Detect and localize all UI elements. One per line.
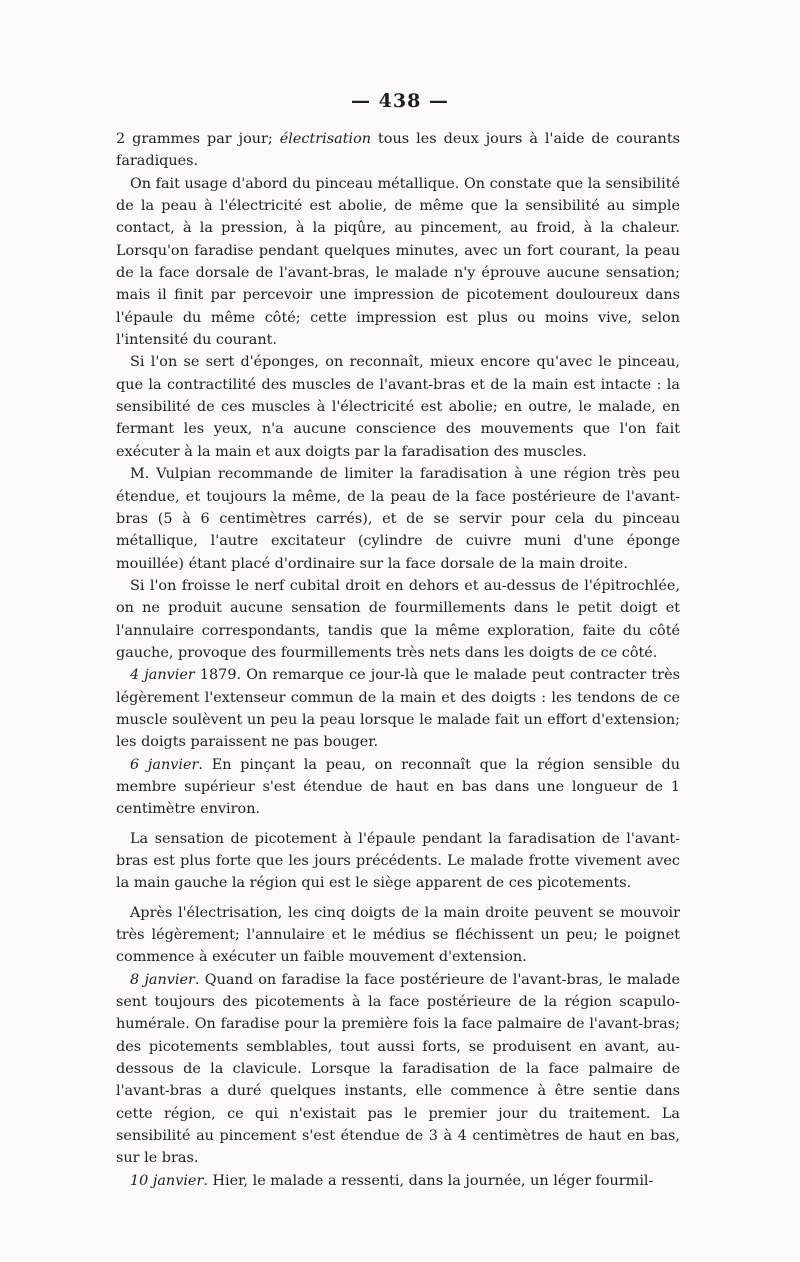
paragraph-text: . Quand on faradise la face postérieure de l'avant-bras, le malade sent toujours des picotements à la face postérieure de la région scapulo-humérale. On faradise pour la première fois la face palmaire de l'avant-bras; des picotements semblables, tout aussi forts, se produisent en avant, au-dessous de la clavicule. Lorsque la faradisation de la face palmaire de l'avant-bras a duré quelques instants, elle commence à être sentie dans cette région, ce qui n'existait pas le premier jour du traitement. La sensibilité au pincement s'est étendue de 3 à 4 centimètres de haut en bas, sur le bras. bbox=[116, 971, 680, 1167]
paragraph: Si l'on froisse le nerf cubital droit en dehors et au-dessus de l'épitrochlée, on ne produit aucune sensation de fourmillements dans le petit doigt et l'annulaire correspondants, tandis que la même exploration, faite du côté gauche, provoque des fourmillements très nets dans les doigts de ce côté. bbox=[116, 577, 680, 661]
paragraph: Si l'on se sert d'éponges, on reconnaît, mieux encore qu'avec le pinceau, que la contractilité des muscles de l'avant-bras et de la main est intacte : la sensibilité de ces muscles à l'électricité est abolie; en outre, le malade, en fermant les yeux, n'a aucune conscience des mouvements que l'on fait exécuter à la main et aux doigts par la faradisation des muscles. bbox=[116, 354, 680, 460]
paragraph-text: 2 grammes par jour; bbox=[116, 131, 280, 147]
emphasis-word: électrisation bbox=[279, 131, 372, 147]
dated-paragraph bbox=[116, 969, 680, 1170]
paragraph: La sensation de picotement à l'épaule pendant la faradisation de l'avant-bras est plus forte que les jours précédents. Le malade frotte vivement avec la main gauche la région qui est le siège apparent de ces picotements. bbox=[116, 830, 680, 892]
paragraph: On fait usage d'abord du pinceau métallique. On constate que la sensibilité de la peau à l'électricité est abolie, de même que la sensibilité au simple contact, à la pression, à la piqûre, au pincement, au froid, à la chaleur. Lorsqu'on faradise pendant quelques minutes, avec un fort courant, la peau de la face dorsale de l'avant-bras, le malade n'y éprouve aucune sensation; mais il finit par percevoir une impression de picotement douloureux dans l'épaule du même côté; cette impression est plus ou moins vive, selon l'intensité du courant. bbox=[116, 175, 680, 349]
date-lead: 4 janvier bbox=[130, 667, 195, 684]
dated-paragraph bbox=[116, 1170, 680, 1192]
paragraph: M. Vulpian recommande de limiter la faradisation à une région très peu étendue, et toujours la même, de la peau de la face postérieure de l'avant-bras (5 à 6 centimètres carrés), et de se servir pour cela du pinceau métallique, l'autre excitateur (cylindre de cuivre muni d'une éponge mouillée) étant placé d'ordinaire sur la face dorsale de la main droite. bbox=[116, 466, 680, 572]
dated-paragraph bbox=[116, 664, 680, 753]
date-lead: 8 janvier bbox=[130, 971, 195, 988]
paragraph-text: tous les deux jours à l'aide de courants faradiques. bbox=[116, 131, 680, 170]
paragraph-text: 1879. On remarque ce jour-là que le malade peut contracter très légèrement l'extenseur commun de la main et des doigts : les tendons de ce muscle soulèvent un peu la peau lorsque le malade fait un effort d'extension; les doigts paraissent ne pas bouger. bbox=[116, 667, 680, 751]
paragraph-text: . En pinçant la peau, on reconnaît que la région sensible du membre supérieur s'est étendue de haut en bas dans une longueur de 1 centimètre environ. bbox=[116, 756, 680, 818]
paragraph: Après l'électrisation, les cinq doigts de la main droite peuvent se mouvoir très légèrement; l'annulaire et le médius se fléchissent un peu; le poignet commence à exécuter un faible mouvement d'extension. bbox=[116, 904, 680, 966]
page-number: — 438 — bbox=[351, 90, 449, 112]
date-lead: 10 janvier bbox=[130, 1172, 204, 1189]
body-text bbox=[116, 128, 680, 1192]
date-lead: 6 janvier bbox=[130, 756, 199, 773]
dated-paragraph bbox=[116, 754, 680, 821]
paragraph bbox=[116, 128, 680, 173]
paragraph-text: . Hier, le malade a ressenti, dans la journée, un léger fourmil- bbox=[203, 1172, 654, 1189]
